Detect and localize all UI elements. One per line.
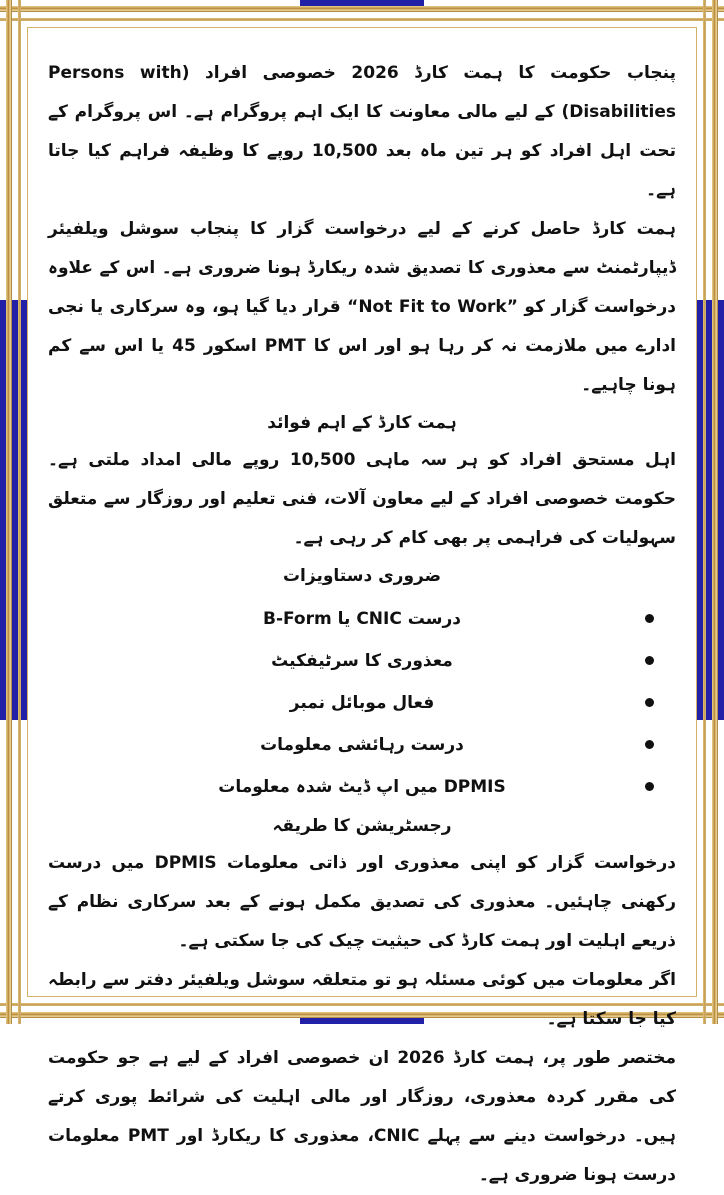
bullet-icon	[645, 698, 654, 707]
bullet-icon	[645, 782, 654, 791]
registration-heading: رجسٹریشن کا طریقہ	[272, 816, 452, 836]
intro-paragraph-1: پنجاب حکومت کا ہمت کارڈ 2026 خصوصی افراد (Persons with Disabilities) کے لیے مالی معاونت کا ایک اہم پروگرام ہے۔ اس پروگرام کے تحت اہل افراد کو ہر تین ماہ بعد 10,500 روپے کا وظیفہ فراہم کیا جاتا ہے۔	[48, 63, 676, 200]
left-gold-border	[6, 0, 12, 1024]
bullet-icon	[645, 740, 654, 749]
document-page	[28, 28, 696, 1185]
registration-paragraph-1: درخواست گزار کو اپنی معذوری اور ذاتی معلومات DPMIS میں درست رکھنی چاہئیں۔ معذوری کی تصدیق مکمل ہونے کے بعد سرکاری نظام کے ذریعے اہلیت اور ہمت کارڈ کی حیثیت چیک کی جا سکتی ہے۔	[48, 853, 676, 951]
right-gold-border	[712, 0, 718, 1024]
bullet-icon	[645, 614, 654, 623]
bullet-icon	[645, 656, 654, 665]
registration-paragraph-2: اگر معلومات میں کوئی مسئلہ ہو تو متعلقہ سوشل ویلفیئر دفتر سے رابطہ کیا جا سکتا ہے۔	[48, 970, 676, 1029]
list-item: درست CNIC یا B-Form	[48, 598, 676, 640]
right-gold-border-inner	[703, 0, 706, 1024]
list-item: درست رہائشی معلومات	[48, 724, 676, 766]
summary-paragraph: مختصر طور پر، ہمت کارڈ 2026 ان خصوصی افراد کے لیے ہے جو حکومت کی مقرر کردہ معذوری، روزگار اور مالی اہلیت کی شرائط پوری کرتے ہیں۔ درخواست دینے سے پہلے CNIC، معذوری کا ریکارڈ اور PMT معلومات درست ہونا ضروری ہے۔	[48, 1048, 677, 1185]
left-gold-border-inner	[18, 0, 21, 1024]
top-gold-border-inner	[0, 18, 724, 21]
documents-heading: ضروری دستاویزات	[282, 566, 442, 586]
top-gold-border	[0, 6, 724, 12]
list-item: معذوری کا سرٹیفکیٹ	[48, 640, 676, 682]
benefits-heading: ہمت کارڈ کے اہم فوائد	[267, 413, 457, 433]
documents-list	[48, 598, 676, 808]
list-item: فعال موبائل نمبر	[48, 682, 676, 724]
benefits-paragraph: اہل مستحق افراد کو ہر سہ ماہی 10,500 روپے مالی امداد ملتی ہے۔ حکومت خصوصی افراد کے لیے معاون آلات، فنی تعلیم اور روزگار سے متعلق سہولیات کی فراہمی پر بھی کام کر رہی ہے۔	[48, 450, 676, 548]
intro-paragraph-2: ہمت کارڈ حاصل کرنے کے لیے درخواست گزار کا پنجاب سوشل ویلفیئر ڈیپارٹمنٹ سے معذوری کا تصدیق شدہ ریکارڈ ہونا ضروری ہے۔ اس کے علاوہ درخواست گزار کو ”Not Fit to Work“ قرار دیا گیا ہو، وہ سرکاری یا نجی ادارے میں ملازمت نہ کر رہا ہو اور اس کا PMT اسکور 45 یا اس سے کم ہونا چاہیے۔	[48, 219, 677, 395]
list-item: DPMIS میں اپ ڈیٹ شدہ معلومات	[48, 766, 676, 808]
